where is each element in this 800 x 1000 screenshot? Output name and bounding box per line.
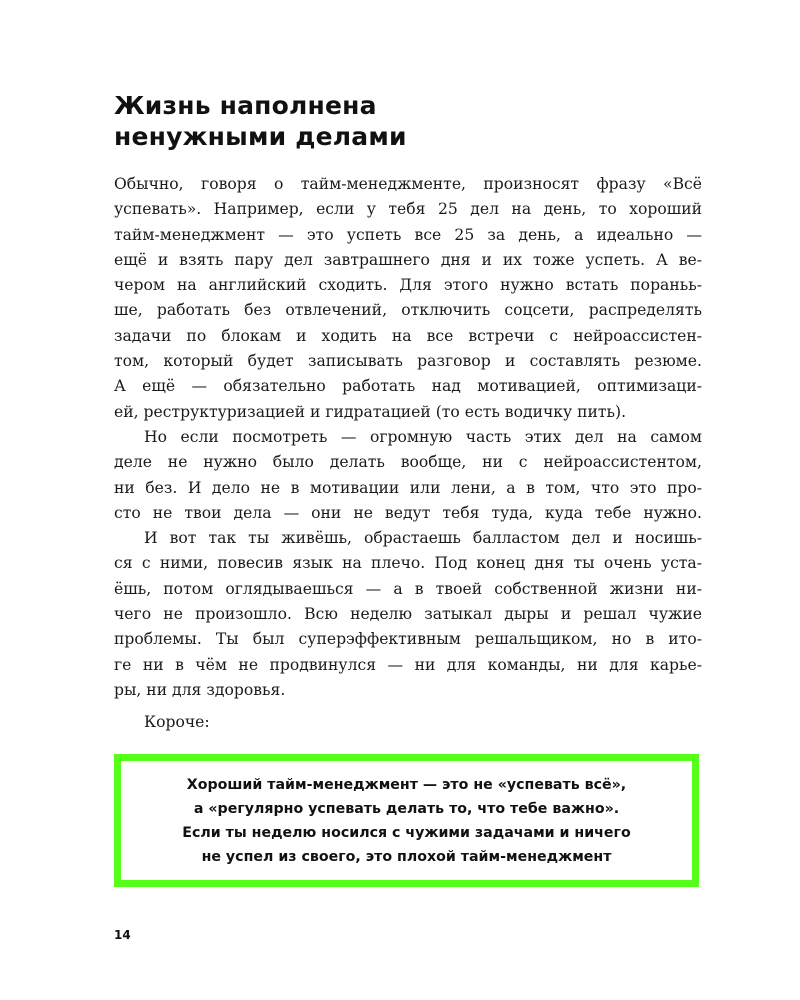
text-line: ещё и взять пару дел завтрашнего дня и их тоже успеть. А ве-: [114, 250, 702, 269]
text-line: ше, работать без отвлечений, отключить соцсети, распределять: [114, 301, 702, 320]
text-line: Обычно, говоря о тайм-менеджменте, произносят фразу «Всё: [114, 175, 702, 193]
short-paragraph: Короче:: [144, 713, 210, 731]
callout-line: Хороший тайм-менеджмент — это не «успевать всё»,: [186, 776, 627, 793]
text-line: ге ни в чём не продвинулся — ни для команды, ни для карье-: [114, 655, 702, 674]
callout-line: Если ты неделю носился с чужими задачами и ничего: [182, 824, 631, 841]
text-line: ся с ними, повесив язык на плечо. Под конец дня ты очень уста-: [114, 554, 702, 573]
body-text: [114, 172, 702, 703]
text-line: тайм-менеджмент — это успеть все 25 за день, а идеально —: [114, 225, 702, 244]
text-line: ни без. И дело не в мотивации или лени, а в том, что это про-: [114, 478, 702, 497]
text-line: ей, реструктуризацией и гидратацией (то есть водичку пить).: [114, 402, 627, 421]
heading-line-1: Жизнь наполнена: [114, 91, 377, 120]
text-line: Но если посмотреть — огромную часть этих дел на самом: [144, 427, 702, 446]
paragraph-3: [114, 526, 702, 703]
text-line: чером на английский сходить. Для этого нужно встать пораньь-: [114, 276, 702, 295]
paragraph-1: [114, 172, 702, 425]
text-line: успевать». Например, если у тебя 25 дел на день, то хороший: [114, 200, 702, 219]
text-line: деле не нужно было делать вообще, ни с нейроассистентом,: [114, 453, 702, 472]
page-number: 14: [114, 928, 131, 942]
heading-line-2: ненужными делами: [114, 122, 407, 151]
callout-line: а «регулярно успевать делать то, что тебе важно».: [193, 800, 620, 817]
paragraph-2: [114, 425, 702, 526]
callout-text: [182, 773, 630, 869]
text-line: проблемы. Ты был суперэффективным решальщиком, но в ито-: [114, 630, 702, 649]
callout-box: [114, 754, 699, 887]
text-line: ры, ни для здоровья.: [114, 680, 286, 699]
text-line: том, который будет записывать разговор и составлять резюме.: [114, 352, 702, 371]
text-line: задачи по блокам и ходить на все встречи с нейроассистен-: [114, 326, 702, 345]
text-line: ёшь, потом оглядываешься — а в твоей собственной жизни ни-: [114, 579, 702, 598]
callout-line: не успел из своего, это плохой тайм-менеджмент: [201, 848, 612, 865]
page-heading: [114, 90, 674, 152]
text-line: И вот так ты живёшь, обрастаешь балластом дел и носишь-: [144, 529, 702, 548]
text-line: А ещё — обязательно работать над мотивацией, оптимизаци-: [114, 377, 702, 396]
text-line: чего не произошло. Всю неделю затыкал дыры и решал чужие: [114, 605, 702, 624]
text-line: сто не твои дела — они не ведут тебя туда, куда тебе нужно.: [114, 503, 702, 522]
